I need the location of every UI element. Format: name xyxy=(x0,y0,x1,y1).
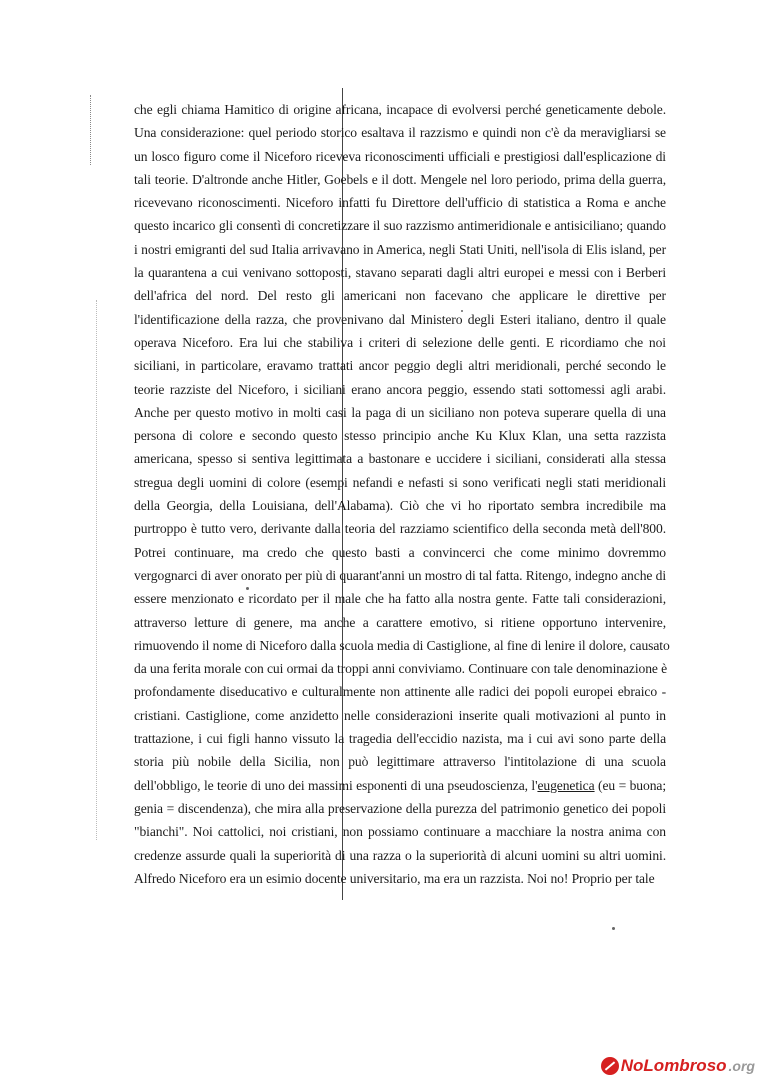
text-line: "bianchi". Noi cattolici, noi cristiani, non possiamo continuare a macchiare la nostra anima con xyxy=(134,824,666,840)
text-line: Alfredo Niceforo era un esimio docente universitario, ma era un razzista. Noi no! Proprio per tale xyxy=(134,870,655,886)
text-line: tali teorie. D'altronde anche Hitler, Goebels e il dott. Mengele nel loro periodo, prima della guerra, xyxy=(134,171,666,187)
text-line: americana, spesso si sentiva legittimata a bastonare e uccidere i siciliani, considerati alla stessa xyxy=(134,451,666,467)
text-line: i nostri emigranti del sud Italia arrivavano in America, negli Stati Uniti, nell'isola di Elis island, per xyxy=(134,241,666,257)
text-line: Una considerazione: quel periodo storico esaltava il razzismo e quindi non c'è da meravigliarsi se xyxy=(134,125,666,141)
nolombroso-logo[interactable] xyxy=(601,1055,755,1077)
text-line: un losco figuro come il Niceforo riceveva riconoscimenti ufficiali e prestigiosi dall'esplicazione di xyxy=(134,148,666,164)
text-line: ricevevano riconoscimenti. Niceforo infatti fu Direttore dell'ufficio di statistica a Roma e anche xyxy=(134,195,666,211)
text-line: siciliani, in particolare, eravamo trattati ancor peggio degli altri meridionali, perché secondo le xyxy=(134,358,666,374)
text-line: trattazione, i cui figli hanno vissuto la tragedia dell'eccidio nazista, ma i cui avi sono parte della xyxy=(134,731,666,747)
scan-speck xyxy=(612,927,615,930)
body-text xyxy=(134,98,670,890)
scan-artifact-dots xyxy=(96,300,97,840)
text-line: genia = discendenza), che mira alla preservazione della purezza del patrimonio genetico dei popoli xyxy=(134,800,666,816)
scan-artifact-dots xyxy=(90,95,91,165)
text-line: operava Niceforo. Era lui che stabiliva i criteri di selezione delle genti. E ricordiamo che noi xyxy=(134,334,666,350)
text-line: Potrei continuare, ma credo che questo basti a convincerci che come minimo dovremmo xyxy=(134,544,666,560)
text-line: profondamente diseducativo e culturalmente non attinente alle radici dei popoli europei ebraico - xyxy=(134,684,666,700)
text-line: cristiani. Castiglione, come anzidetto nelle considerazioni inserite quali motivazioni al punto in xyxy=(134,707,666,723)
underlined-term: eugenetica xyxy=(537,777,595,793)
text-line: purtroppo è tutto vero, derivante dalla teoria del razziamo scientifico della seconda metà dell'800. xyxy=(134,521,666,537)
text-line: della Georgia, della Louisiana, dell'Alabama). Ciò che vi ho riportato sembra incredibile ma xyxy=(134,498,666,514)
logo-text: NoLombroso xyxy=(620,1056,727,1075)
text-line: persona di colore e secondo questo stesso principio anche Ku Klux Klan, una setta razzista xyxy=(134,428,666,444)
text-line: credenze assurde quali la superiorità di una razza o la superiorità di alcuni uomini su altri uomini. xyxy=(134,847,666,863)
text-line: dell'africa del nord. Del resto gli americani non facevano che applicare le direttive per xyxy=(134,288,666,304)
no-symbol-icon xyxy=(601,1057,619,1075)
text-line: attraverso letture di genere, ma anche a carattere emotivo, si ritiene opportuno intervenire, xyxy=(134,614,666,630)
text-line: che egli chiama Hamitico di origine africana, incapace di evolversi perché geneticamente debole. xyxy=(134,102,666,117)
text-line: storia più nobile della Sicilia, non può legittimare attraverso l'intitolazione di una scuola xyxy=(134,754,666,770)
text-line: l'identificazione della razza, che provenivano dal Ministero degli Esteri italiano, dentro il quale xyxy=(134,311,666,327)
text-line: dell'obbligo, le teorie di uno dei massimi esponenti di una pseudoscienza, l'eugenetica (eu = buona; xyxy=(134,777,666,793)
text-line: da una ferita morale con cui ormai da troppi anni conviviamo. Continuare con tale denominazione è xyxy=(134,661,668,677)
text-line: rimuovendo il nome di Niceforo dalla scuola media di Castiglione, al fine di lenire il dolore, causato xyxy=(134,637,670,653)
text-line: la quarantena a cui venivano sottoposti, stavano separati dagli altri europei e messi con i Berberi xyxy=(134,265,666,281)
text-line: teorie razziste del Niceforo, i siciliani erano ancora peggio, essendo stati sottomessi agli arabi. xyxy=(134,381,666,397)
text-line: stregua degli uomini di colore (esempi nefandi e nefasti si sono verificati negli stati meridionali xyxy=(134,474,666,490)
logo-domain: .org xyxy=(728,1058,755,1074)
text-line: vergognarci di aver onorato per più di quarant'anni un mostro di tal fatta. Ritengo, indegno anche di xyxy=(134,567,666,583)
text-line: essere menzionato e ricordato per il male che ha fatto alla nostra gente. Fatte tali considerazioni, xyxy=(134,591,666,607)
text-line: Anche per questo motivo in molti casi la paga di un siciliano non poteva superare quella di una xyxy=(134,404,666,420)
text-line: questo incarico gli consentì di concretizzare il suo razzismo antimeridionale e antisiciliano; quando xyxy=(134,218,666,234)
